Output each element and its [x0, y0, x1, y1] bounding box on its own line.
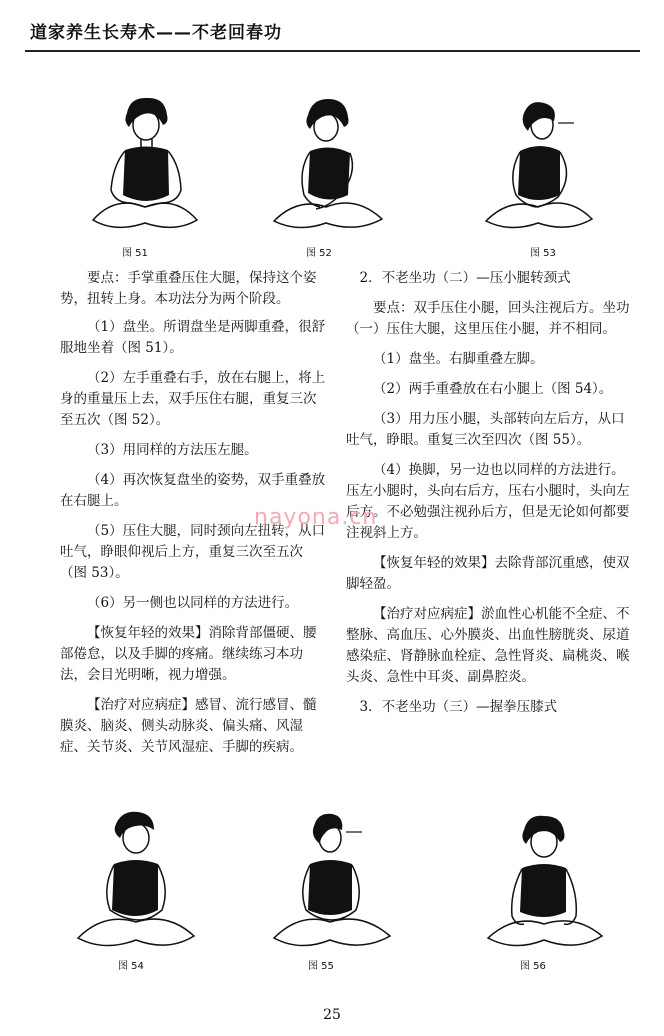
left-paragraph-5: （4）再次恢复盘坐的姿势，双手重叠放在右腿上。 — [60, 472, 326, 509]
figure-55-caption: 图 55 — [308, 961, 334, 972]
figure-54-caption: 图 54 — [118, 961, 144, 972]
section-3-heading: 3．不老坐功（三）—握拳压膝式 — [359, 699, 558, 715]
right-paragraph-2: （1）盘坐。右脚重叠左脚。 — [373, 351, 544, 367]
figure-56-illustration — [480, 812, 610, 957]
header-rule — [25, 50, 640, 52]
right-paragraph-3: （2）两手重叠放在右小腿上（图 54）。 — [373, 381, 613, 397]
left-paragraph-7: （6）另一侧也以同样的方法进行。 — [87, 595, 299, 611]
left-paragraph-9: 【治疗对应病症】感冒、流行感冒、髓膜炎、脑炎、侧头动脉炎、偏头痛、风湿症、关节炎、关节风湿症、手脚的疾病。 — [60, 697, 317, 755]
right-paragraph-4: （3）用力压小腿，头部转向左后方，从口吐气，睁眼。重复三次至四次（图 55）。 — [346, 411, 625, 448]
figure-51-caption: 图 51 — [122, 248, 148, 259]
left-paragraph-8: 【恢复年轻的效果】消除背部僵硬、腰部倦怠，以及手脚的疼痛。继续练习本功法，会目光明晰，视力增强。 — [60, 625, 317, 683]
figure-52-caption: 图 52 — [306, 248, 332, 259]
left-paragraph-1: 要点：手掌重叠压住大腿，保持这个姿势，扭转上身。本功法分为两个阶段。 — [60, 270, 317, 307]
right-paragraph-1: 要点：双手压住小腿，回头注视后方。坐功（一）压住大腿，这里压住小腿，并不相同。 — [346, 300, 630, 337]
figure-56-caption: 图 56 — [520, 961, 546, 972]
left-paragraph-3: （2）左手重叠右手，放在右腿上，将上身的重量压上去，双手压住右腿，重复三次至五次（图 52）。 — [60, 370, 326, 428]
left-paragraph-4: （3）用同样的方法压左腿。 — [87, 442, 258, 458]
watermark: nayona.cn — [254, 505, 378, 530]
figure-53-illustration — [478, 95, 598, 240]
running-header: 道家养生长寿术——不老回春功 — [30, 23, 282, 43]
left-paragraph-6: （5）压住大腿，同时颈向左扭转，从口吐气，睁眼仰视后上方，重复三次至五次（图 53）。 — [60, 523, 326, 581]
figure-52-illustration — [268, 95, 388, 240]
right-paragraph-6: 【恢复年轻的效果】去除背部沉重感，使双脚轻盈。 — [346, 555, 630, 592]
page-number: 25 — [323, 1007, 341, 1023]
left-paragraph-2: （1）盘坐。所谓盘坐是两脚重叠，很舒服地坐着（图 51）。 — [60, 319, 326, 356]
right-column — [346, 268, 636, 727]
figure-53-caption: 图 53 — [530, 248, 556, 259]
section-2-heading: 2．不老坐功（二）—压小腿转颈式 — [359, 270, 571, 286]
right-paragraph-5: （4）换脚，另一边也以同样的方法进行。压左小腿时，头向右后方，压右小腿时，头向左后方。不必勉强注视孙后方，但是无论如何都要注视斜上方。 — [346, 462, 630, 541]
figure-55-illustration — [268, 808, 398, 958]
figure-51-illustration — [85, 95, 205, 240]
figure-54-illustration — [70, 808, 200, 958]
right-paragraph-7: 【治疗对应病症】淤血性心机能不全症、不整脉、高血压、心外膜炎、出血性膀胱炎、尿道感染症、肾静脉血栓症、急性肾炎、扁桃炎、喉头炎、急性中耳炎、副鼻腔炎。 — [346, 606, 630, 685]
